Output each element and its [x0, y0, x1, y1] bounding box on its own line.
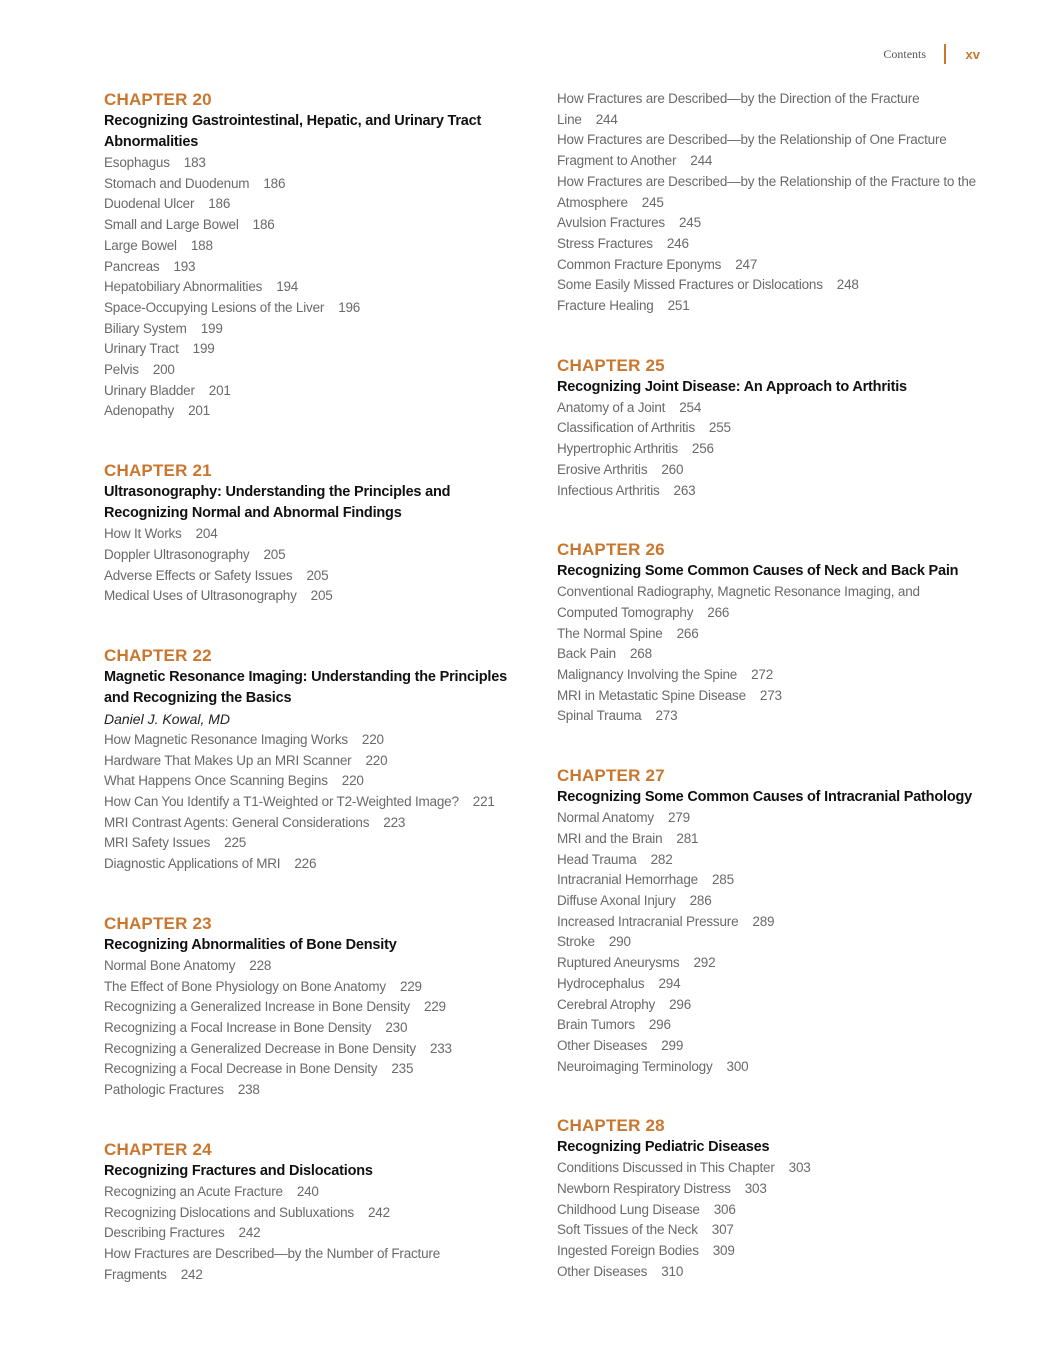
toc-entry-title: Anatomy of a Joint: [557, 399, 666, 415]
toc-entry-title: Adenopathy: [104, 403, 175, 419]
toc-entry-page: 238: [237, 1082, 260, 1098]
toc-entry-title: Adverse Effects or Safety Issues: [104, 567, 293, 583]
toc-entry-title: Conventional Radiography, Magnetic Resonance Imaging, and Computed Tomography: [557, 584, 920, 620]
toc-entry-title: Recognizing a Generalized Increase in Bone Density: [104, 999, 410, 1015]
toc-entry[interactable]: [104, 1182, 534, 1203]
toc-entry-page: 309: [712, 1243, 735, 1259]
toc-entry-title: Erosive Arthritis: [557, 461, 648, 477]
toc-entry-title: Brain Tumors: [557, 1017, 635, 1033]
toc-entry-title: Normal Anatomy: [557, 810, 654, 826]
toc-entry[interactable]: [104, 730, 534, 751]
toc-entry-title: Head Trauma: [557, 851, 637, 867]
toc-entry[interactable]: [104, 381, 534, 402]
toc-entry-title: Increased Intracranial Pressure: [557, 913, 739, 929]
toc-entry[interactable]: [557, 995, 977, 1016]
toc-entry-page: 233: [429, 1040, 452, 1056]
toc-entry-page: 296: [669, 996, 692, 1012]
chapter-number: CHAPTER 27: [557, 766, 665, 786]
toc-entry[interactable]: [557, 1158, 977, 1179]
toc-entry-title: Pathologic Fractures: [104, 1082, 224, 1098]
toc-entry-title: Conditions Discussed in This Chapter: [557, 1160, 775, 1176]
chapter-section: [104, 1139, 534, 1286]
toc-entry[interactable]: [104, 1244, 534, 1285]
toc-entry[interactable]: [104, 339, 534, 360]
chapter-title: Recognizing Pediatric Diseases: [557, 1139, 770, 1156]
toc-entry[interactable]: [104, 1223, 534, 1244]
toc-entry[interactable]: [557, 255, 977, 276]
toc-entry-page: 294: [658, 975, 681, 991]
toc-entry[interactable]: [104, 792, 534, 813]
toc-entry[interactable]: [104, 1018, 534, 1039]
toc-entry[interactable]: [557, 1179, 977, 1200]
toc-entry-title: How Can You Identify a T1-Weighted or T2-Weighted Image?: [104, 794, 459, 810]
toc-entry-page: 245: [678, 215, 701, 231]
toc-entry-page: 244: [690, 153, 713, 169]
toc-entry-title: How Fractures are Described—by the Number of Fracture Fragments: [104, 1245, 441, 1282]
toc-entry-page: 245: [641, 194, 664, 210]
toc-entry-title: The Normal Spine: [557, 625, 663, 641]
toc-entry-page: 193: [173, 258, 196, 274]
toc-entry-page: 273: [759, 687, 782, 703]
toc-entry[interactable]: [557, 686, 977, 707]
chapter-title: Recognizing Some Common Causes of Intracranial Pathology: [557, 789, 973, 806]
toc-entry-title: Stomach and Duodenum: [104, 175, 250, 191]
toc-entry-title: Urinary Tract: [104, 341, 179, 357]
page-number: xv: [965, 46, 980, 62]
toc-entry-title: The Effect of Bone Physiology on Bone Anatomy: [104, 978, 386, 994]
running-head-divider: [944, 44, 946, 64]
toc-entry-page: 220: [361, 731, 384, 747]
chapter-title: Recognizing Fractures and Dislocations: [104, 1162, 373, 1179]
chapter-number: CHAPTER 21: [104, 461, 212, 481]
chapter-section: [104, 460, 534, 607]
chapter-number: CHAPTER 28: [557, 1116, 665, 1136]
toc-entry[interactable]: [557, 870, 977, 891]
contents-column-left: [104, 89, 534, 1323]
toc-entry[interactable]: [557, 912, 977, 933]
toc-entry[interactable]: [557, 932, 977, 953]
chapter-title: Recognizing Abnormalities of Bone Density: [104, 936, 397, 953]
toc-entry[interactable]: [104, 257, 534, 278]
toc-entry[interactable]: [557, 1241, 977, 1262]
toc-entry-title: Newborn Respiratory Distress: [557, 1181, 731, 1197]
toc-entry-title: MRI in Metastatic Spine Disease: [557, 687, 746, 703]
toc-entry-title: Duodenal Ulcer: [104, 196, 195, 212]
toc-entry-title: Other Diseases: [557, 1263, 648, 1279]
toc-entry[interactable]: [557, 974, 977, 995]
toc-entry-title: Normal Bone Anatomy: [104, 957, 236, 973]
chapter-number: CHAPTER 24: [104, 1139, 212, 1159]
toc-entry-title: Urinary Bladder: [104, 382, 195, 398]
toc-entry-title: Diffuse Axonal Injury: [557, 892, 676, 908]
toc-entry-title: Intracranial Hemorrhage: [557, 872, 698, 888]
toc-entry-title: Ingested Foreign Bodies: [557, 1243, 699, 1259]
chapter-number: CHAPTER 22: [104, 645, 212, 665]
chapter-section: [557, 355, 977, 502]
toc-entry[interactable]: [104, 277, 534, 298]
toc-entry[interactable]: [557, 213, 977, 234]
toc-entry-title: Soft Tissues of the Neck: [557, 1222, 698, 1238]
toc-entry-page: 303: [788, 1160, 811, 1176]
toc-entry-title: Classification of Arthritis: [557, 420, 695, 436]
chapter-section: [557, 89, 977, 317]
toc-entry-title: Describing Fractures: [104, 1225, 225, 1241]
toc-entry-title: Large Bowel: [104, 237, 177, 253]
toc-entry[interactable]: [104, 854, 534, 875]
toc-entry[interactable]: [104, 174, 534, 195]
toc-entry-page: 255: [708, 420, 731, 436]
toc-entry[interactable]: [557, 398, 977, 419]
toc-entry-title: Stress Fractures: [557, 235, 653, 251]
running-head-label: Contents: [883, 46, 927, 61]
toc-entry-page: 303: [744, 1181, 767, 1197]
toc-entry-page: 220: [341, 773, 364, 789]
chapter-section: [104, 913, 534, 1101]
toc-entry-page: 310: [661, 1263, 684, 1279]
toc-entry-page: 225: [224, 835, 247, 851]
toc-entry-title: Common Fracture Eponyms: [557, 256, 722, 272]
toc-entry-page: 205: [306, 567, 329, 583]
toc-entry-page: 186: [208, 196, 231, 212]
toc-entry[interactable]: [104, 751, 534, 772]
toc-entry-page: 242: [238, 1225, 261, 1241]
toc-entry[interactable]: [104, 401, 534, 422]
toc-entry-title: Malignancy Involving the Spine: [557, 667, 738, 683]
toc-entry-page: 282: [650, 851, 673, 867]
toc-entry[interactable]: [104, 545, 534, 566]
chapter-section: [104, 89, 534, 422]
toc-entry-title: What Happens Once Scanning Begins: [104, 773, 328, 789]
toc-entry[interactable]: [557, 1220, 977, 1241]
toc-entry[interactable]: [104, 236, 534, 257]
toc-entry-page: 201: [208, 382, 231, 398]
toc-entry-page: 194: [276, 279, 299, 295]
toc-entry-page: 254: [679, 399, 702, 415]
chapter-number: CHAPTER 26: [557, 540, 665, 560]
toc-entry-page: 266: [707, 604, 730, 620]
toc-entry[interactable]: [104, 566, 534, 587]
toc-entry-title: MRI and the Brain: [557, 830, 663, 846]
toc-entry-title: Space-Occupying Lesions of the Liver: [104, 299, 325, 315]
toc-entry-page: 256: [691, 441, 714, 457]
toc-entry[interactable]: [104, 997, 534, 1018]
toc-entry-page: 286: [689, 892, 712, 908]
toc-entry[interactable]: [557, 953, 977, 974]
toc-entry-page: 188: [190, 237, 213, 253]
toc-entry-title: How Fractures are Described—by the Direction of the Fracture Line: [557, 91, 920, 127]
toc-entry-title: Hardware That Makes Up an MRI Scanner: [104, 752, 352, 768]
toc-entry-title: Biliary System: [104, 320, 187, 336]
toc-entry[interactable]: [104, 524, 534, 545]
toc-entry-page: 223: [383, 814, 406, 830]
toc-entry-title: Recognizing Dislocations and Subluxations: [104, 1204, 354, 1220]
toc-entry-page: 221: [472, 794, 495, 810]
toc-entry[interactable]: [557, 706, 977, 727]
toc-entry-title: How Magnetic Resonance Imaging Works: [104, 731, 348, 747]
toc-entry-page: 307: [711, 1222, 734, 1238]
toc-entry[interactable]: [557, 1057, 977, 1078]
toc-entry-title: Recognizing a Focal Decrease in Bone Density: [104, 1061, 378, 1077]
toc-entry[interactable]: [104, 319, 534, 340]
toc-entry-page: 201: [188, 403, 210, 419]
toc-entry-title: Diagnostic Applications of MRI: [104, 856, 281, 872]
toc-entry[interactable]: [557, 172, 977, 213]
chapter-title: Recognizing Some Common Causes of Neck and Back Pain: [557, 563, 959, 580]
toc-entry-page: 205: [263, 546, 286, 562]
toc-entry[interactable]: [557, 275, 977, 296]
toc-entry-title: How It Works: [104, 526, 182, 542]
toc-entry[interactable]: [104, 298, 534, 319]
toc-entry[interactable]: [557, 1200, 977, 1221]
toc-entry-page: 251: [667, 298, 690, 314]
toc-entry-title: Doppler Ultrasonography: [104, 546, 250, 562]
toc-entry[interactable]: [557, 481, 977, 502]
toc-entry-title: Back Pain: [557, 646, 616, 662]
toc-entry-title: Infectious Arthritis: [557, 482, 660, 498]
toc-entry-page: 183: [183, 155, 206, 170]
toc-entry-page: 240: [296, 1183, 319, 1199]
toc-entry[interactable]: [104, 813, 534, 834]
chapter-title: Recognizing Gastrointestinal, Hepatic, and Urinary Tract Abnormalities: [104, 113, 482, 150]
toc-entry[interactable]: [557, 130, 977, 171]
toc-entry[interactable]: [104, 194, 534, 215]
toc-entry[interactable]: [104, 586, 534, 607]
toc-entry-title: Some Easily Missed Fractures or Dislocations: [557, 277, 823, 293]
toc-entry-page: 186: [252, 217, 275, 233]
toc-entry-page: 230: [385, 1019, 408, 1035]
toc-entry-page: 220: [365, 752, 388, 768]
toc-entry-page: 242: [367, 1204, 390, 1220]
toc-entry-title: Pelvis: [104, 362, 139, 378]
toc-entry[interactable]: [557, 665, 977, 686]
toc-entry[interactable]: [557, 1015, 977, 1036]
chapter-title: Magnetic Resonance Imaging: Understanding the Principles and Recognizing the Basics: [104, 668, 507, 706]
toc-entry-title: Childhood Lung Disease: [557, 1201, 700, 1217]
toc-entry[interactable]: [557, 1262, 977, 1283]
toc-entry[interactable]: [557, 644, 977, 665]
chapter-title: Ultrasonography: Understanding the Principles and Recognizing Normal and Abnormal Findings: [104, 484, 451, 522]
running-head: [883, 44, 980, 64]
toc-entry[interactable]: [557, 439, 977, 460]
toc-entry-page: 226: [294, 856, 317, 872]
toc-entry-page: 285: [711, 872, 734, 888]
chapter-section: [557, 539, 977, 727]
toc-entry[interactable]: [104, 771, 534, 792]
toc-entry-page: 273: [655, 708, 678, 724]
chapter-number: CHAPTER 25: [557, 355, 665, 375]
toc-entry-page: 235: [391, 1061, 414, 1077]
toc-entry[interactable]: [557, 296, 977, 317]
toc-entry[interactable]: [557, 850, 977, 871]
toc-entry-page: 247: [735, 256, 758, 272]
toc-entry-page: 289: [752, 913, 775, 929]
toc-entry-title: Esophagus: [104, 155, 170, 170]
toc-entry-title: Hypertrophic Arthritis: [557, 441, 678, 457]
contents-column-right: [557, 89, 977, 1321]
chapter-title: Recognizing Joint Disease: An Approach to Arthritis: [557, 378, 907, 395]
toc-entry[interactable]: [104, 1039, 534, 1060]
toc-entry-page: 186: [263, 175, 286, 191]
toc-entry-title: Fracture Healing: [557, 298, 654, 314]
toc-entry-page: 229: [423, 999, 446, 1015]
toc-entry-page: 299: [661, 1037, 684, 1053]
toc-entry-page: 260: [661, 461, 684, 477]
toc-entry-title: Spinal Trauma: [557, 708, 642, 724]
toc-entry-title: Pancreas: [104, 258, 160, 274]
toc-entry-page: 268: [629, 646, 652, 662]
toc-entry-page: 266: [676, 625, 699, 641]
toc-entry[interactable]: [557, 829, 977, 850]
toc-entry-title: Ruptured Aneurysms: [557, 955, 680, 971]
toc-entry-page: 248: [836, 277, 859, 293]
toc-entry-title: How Fractures are Described—by the Relationship of One Fracture Fragment to Another: [557, 132, 947, 169]
toc-entry-title: MRI Contrast Agents: General Considerations: [104, 814, 370, 830]
toc-entry-title: Avulsion Fractures: [557, 215, 665, 231]
toc-entry[interactable]: [557, 89, 977, 130]
toc-entry[interactable]: [104, 956, 534, 977]
toc-entry-title: Recognizing a Generalized Decrease in Bone Density: [104, 1040, 416, 1056]
toc-entry-title: Recognizing an Acute Fracture: [104, 1183, 283, 1199]
toc-entry-page: 300: [726, 1058, 749, 1074]
toc-entry[interactable]: [557, 808, 977, 829]
chapter-number: CHAPTER 20: [104, 90, 212, 109]
chapter-section: [557, 765, 977, 1077]
toc-entry[interactable]: [557, 624, 977, 645]
toc-entry[interactable]: [104, 977, 534, 998]
toc-entry-page: 205: [310, 588, 333, 604]
toc-entry-page: 279: [668, 810, 690, 826]
toc-entry-title: How Fractures are Described—by the Relationship of the Fracture to the Atmosphere: [557, 173, 976, 210]
toc-entry-title: MRI Safety Issues: [104, 835, 211, 851]
toc-entry[interactable]: [104, 1059, 534, 1080]
toc-entry-title: Small and Large Bowel: [104, 217, 239, 233]
toc-entry-page: 204: [195, 526, 218, 542]
toc-entry-title: Hydrocephalus: [557, 975, 645, 991]
chapter-number: CHAPTER 23: [104, 913, 212, 933]
toc-entry-page: 228: [249, 957, 272, 973]
toc-entry-page: 263: [673, 482, 696, 498]
toc-entry[interactable]: [104, 360, 534, 381]
toc-entry[interactable]: [557, 582, 977, 623]
toc-entry[interactable]: [104, 215, 534, 236]
toc-entry-title: Hepatobiliary Abnormalities: [104, 279, 263, 295]
toc-entry-page: 244: [595, 111, 618, 127]
toc-entry-page: 199: [200, 320, 223, 336]
toc-entry-page: 292: [693, 955, 716, 971]
toc-entry-page: 306: [713, 1201, 736, 1217]
toc-entry-page: 199: [192, 341, 215, 357]
toc-entry[interactable]: [104, 1203, 534, 1224]
toc-entry-page: 246: [666, 235, 689, 251]
toc-entry-title: Neuroimaging Terminology: [557, 1058, 713, 1074]
toc-entry[interactable]: [104, 1080, 534, 1101]
toc-entry[interactable]: [557, 418, 977, 439]
toc-entry-title: Other Diseases: [557, 1037, 648, 1053]
toc-entry-page: 272: [751, 667, 774, 683]
toc-entry[interactable]: [557, 1036, 977, 1057]
toc-entry[interactable]: [557, 460, 977, 481]
toc-entry-title: Recognizing a Focal Increase in Bone Density: [104, 1019, 372, 1035]
toc-entry-page: 281: [676, 830, 699, 846]
toc-entry-page: 296: [648, 1017, 671, 1033]
toc-entry[interactable]: [104, 153, 534, 174]
toc-entry-page: 196: [338, 299, 361, 315]
chapter-section: [557, 1115, 977, 1282]
toc-entry-title: Medical Uses of Ultrasonography: [104, 588, 297, 604]
chapter-author: Daniel J. Kowal, MD: [104, 710, 231, 727]
toc-entry[interactable]: [104, 833, 534, 854]
toc-entry[interactable]: [557, 234, 977, 255]
chapter-section: [104, 645, 534, 875]
toc-entry-page: 290: [608, 934, 631, 950]
toc-entry[interactable]: [557, 891, 977, 912]
toc-entry-page: 242: [180, 1266, 203, 1282]
toc-entry-title: Stroke: [557, 934, 595, 950]
toc-entry-page: 229: [399, 978, 422, 994]
toc-entry-page: 200: [152, 362, 175, 378]
toc-entry-title: Cerebral Atrophy: [557, 996, 656, 1012]
